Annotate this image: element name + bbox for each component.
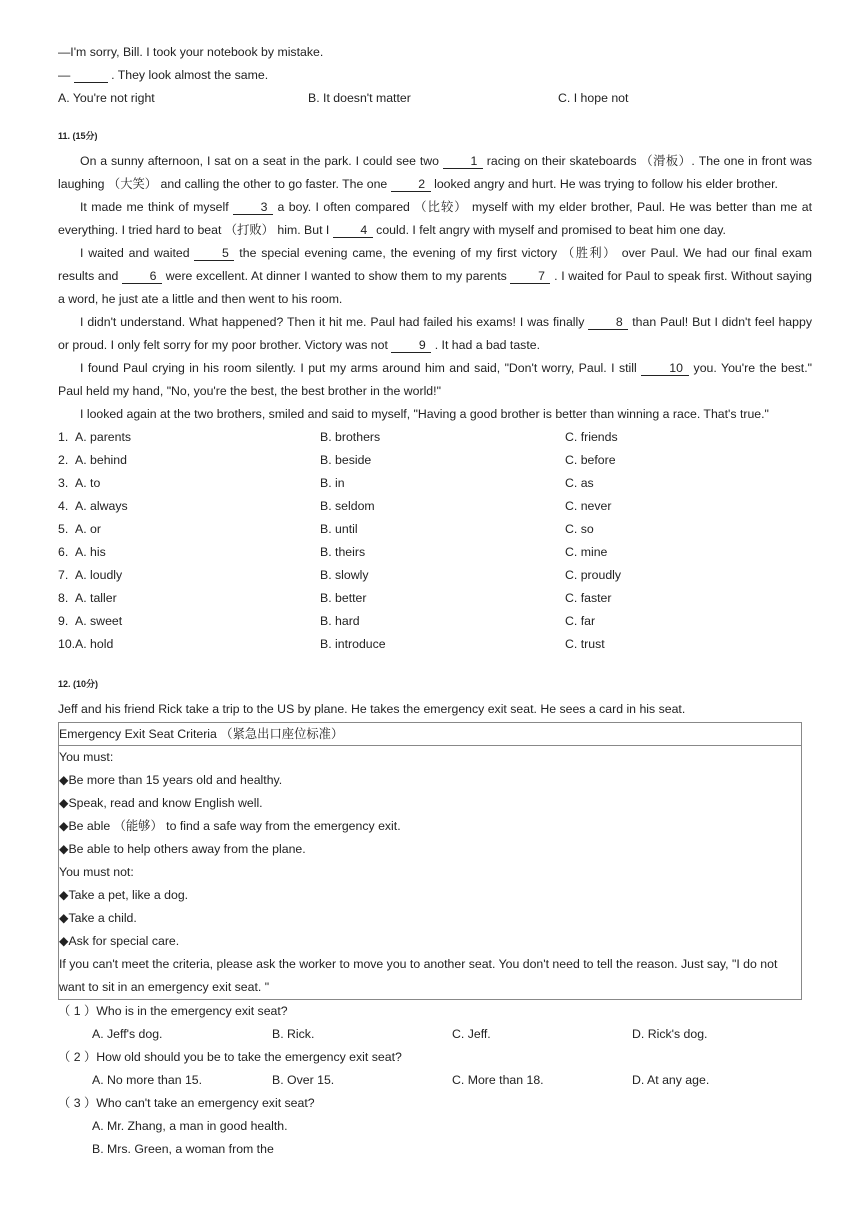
option-b: B. brothers [320,430,381,444]
card-line: You must not: [59,865,134,879]
option-row [58,472,812,495]
numbered-blank: 4 [333,223,373,238]
subquestion-option: B. Mrs. Green, a woman from the [92,1142,274,1156]
subquestion-option: B. Rick. [272,1027,315,1041]
option-c: C. before [565,453,616,467]
numbered-blank: 7 [510,269,550,284]
reading-intro: Jeff and his friend Rick take a trip to the US by plane. He takes the emergency exit seat. He sees a card in his seat. [58,702,686,716]
option-a: A. sweet [75,614,123,628]
option-c: C. I hope not [558,91,629,105]
exam-page [58,0,812,1161]
subquestion-option: D. At any age. [632,1073,710,1087]
card-line: ◆Ask for special care. [59,934,180,948]
subquestion-option: D. Rick's dog. [632,1027,708,1041]
option-c: C. as [565,476,594,490]
subquestion: （ 2 ）How old should you be to take the emergency exit seat? [58,1050,402,1064]
card-line: ◆Take a pet, like a dog. [59,888,189,902]
option-row [58,587,812,610]
option-c: C. faster [565,591,612,605]
option-row [58,518,812,541]
option-b: B. It doesn't matter [308,91,411,105]
option-a: A. taller [75,591,117,605]
option-number: 8. [58,591,69,605]
numbered-blank: 5 [194,246,234,261]
passage-paragraph: I found Paul crying in his room silently. I put my arms around him and said, "Don't worry, Paul. I still 10 you. You're the best." Paul held my hand, "No, you're the best, the best brother in the world!" [58,361,812,398]
option-b: B. seldom [320,499,375,513]
numbered-blank: 1 [443,154,483,169]
option-c: C. never [565,499,612,513]
question-12-header: 12. (10分) [58,679,99,689]
passage-paragraph: I waited and waited 5 the special evening came, the evening of my first victory （胜利） over Paul. We had our final exam results and 6 were excellent. At dinner I wanted to show them to my parents 7 . I waited for Paul to speak first. Without saying a word, he just ate a little and then went to his room. [58,246,812,306]
option-number: 2. [58,453,69,467]
card-line: ◆Be able （能够） to find a safe way from the emergency exit. [59,819,401,833]
numbered-blank: 8 [588,315,628,330]
card-line: If you can't meet the criteria, please ask the worker to move you to another seat. You don't need to tell the reason. Just say, "I do not [59,957,778,971]
option-c: C. trust [565,637,605,651]
subquestion-option: B. Over 15. [272,1073,335,1087]
answer-blank [74,68,108,83]
exit-seat-card [58,722,802,1000]
option-c: C. mine [565,545,608,559]
dialog-line-1: —I'm sorry, Bill. I took your notebook by mistake. [58,45,324,59]
subquestion-option: A. Mr. Zhang, a man in good health. [92,1119,288,1133]
card-line: ◆Take a child. [59,911,137,925]
option-c: C. so [565,522,594,536]
passage-paragraph: I didn't understand. What happened? Then it hit me. Paul had failed his exams! I was finally 8 than Paul! But I didn't feel happy or proud. I only felt sorry for my poor brother. Victory was not 9 . It had a bad taste. [58,315,812,352]
option-a: A. always [75,499,128,513]
card-line: You must: [59,750,114,764]
option-c: C. proudly [565,568,622,582]
option-a: A. You're not right [58,91,155,105]
prev-options [58,87,812,110]
reading-subquestions [58,1000,812,1161]
option-number: 5. [58,522,69,536]
option-b: B. hard [320,614,360,628]
option-row [58,426,812,449]
option-b: B. beside [320,453,372,467]
dialog-line-2: — . They look almost the same. [58,68,269,82]
option-a: A. parents [75,430,132,444]
option-b: B. introduce [320,637,386,651]
question-11-header: 11. (15分) [58,131,98,141]
option-row [58,564,812,587]
subquestion-option: C. Jeff. [452,1027,491,1041]
card-line: ◆Speak, read and know English well. [59,796,263,810]
option-number: 9. [58,614,69,628]
subquestion: （ 1 ）Who is in the emergency exit seat? [58,1004,288,1018]
numbered-blank: 10 [641,361,689,376]
subquestion-option: A. No more than 15. [92,1073,203,1087]
option-number: 6. [58,545,69,559]
option-b: B. slowly [320,568,369,582]
option-number: 7. [58,568,69,582]
option-a: A. his [75,545,106,559]
option-a: A. loudly [75,568,123,582]
cloze-options [58,426,812,656]
option-row [58,449,812,472]
option-b: B. until [320,522,358,536]
option-c: C. far [565,614,596,628]
option-b: B. theirs [320,545,366,559]
card-line: want to sit in an emergency exit seat. " [59,980,270,994]
cloze-passage [58,150,812,426]
card-body [59,746,802,1000]
numbered-blank: 9 [391,338,431,353]
option-a: A. to [75,476,101,490]
subquestion-option: C. More than 18. [452,1073,544,1087]
option-row [58,633,812,656]
option-number: 3. [58,476,69,490]
numbered-blank: 3 [233,200,273,215]
option-a: A. hold [75,637,114,651]
option-number: 10. [58,637,76,651]
option-row [58,495,812,518]
passage-paragraph: I looked again at the two brothers, smiled and said to myself, "Having a good brother is better than winning a race. That's true." [80,407,769,421]
option-number: 4. [58,499,69,513]
passage-paragraph: It made me think of myself 3 a boy. I often compared （比较） myself with my elder brother, Paul. He was better than me at everything. I tried hard to beat （打败） him. But I 4 could. I felt angry with myself and promised to beat him one day. [58,200,812,237]
numbered-blank: 6 [122,269,162,284]
option-row [58,541,812,564]
subquestion-option: A. Jeff's dog. [92,1027,163,1041]
card-line: ◆Be able to help others away from the plane. [59,842,306,856]
numbered-blank: 2 [391,177,431,192]
card-title: Emergency Exit Seat Criteria （紧急出口座位标准） [59,723,802,746]
option-c: C. friends [565,430,618,444]
option-b: B. better [320,591,367,605]
option-row [58,610,812,633]
subquestion: （ 3 ）Who can't take an emergency exit seat? [58,1096,315,1110]
option-number: 1. [58,430,69,444]
passage-paragraph: On a sunny afternoon, I sat on a seat in the park. I could see two 1 racing on their skateboards （滑板）. The one in front was laughing （大笑） and calling the other to go faster. The one 2 looked angry and hurt. He was trying to follow his elder brother. [58,154,812,191]
subquestion-options [58,1069,812,1092]
card-line: ◆Be more than 15 years old and healthy. [59,773,283,787]
option-a: A. behind [75,453,127,467]
option-b: B. in [320,476,345,490]
option-a: A. or [75,522,101,536]
subquestion-options [58,1023,812,1046]
